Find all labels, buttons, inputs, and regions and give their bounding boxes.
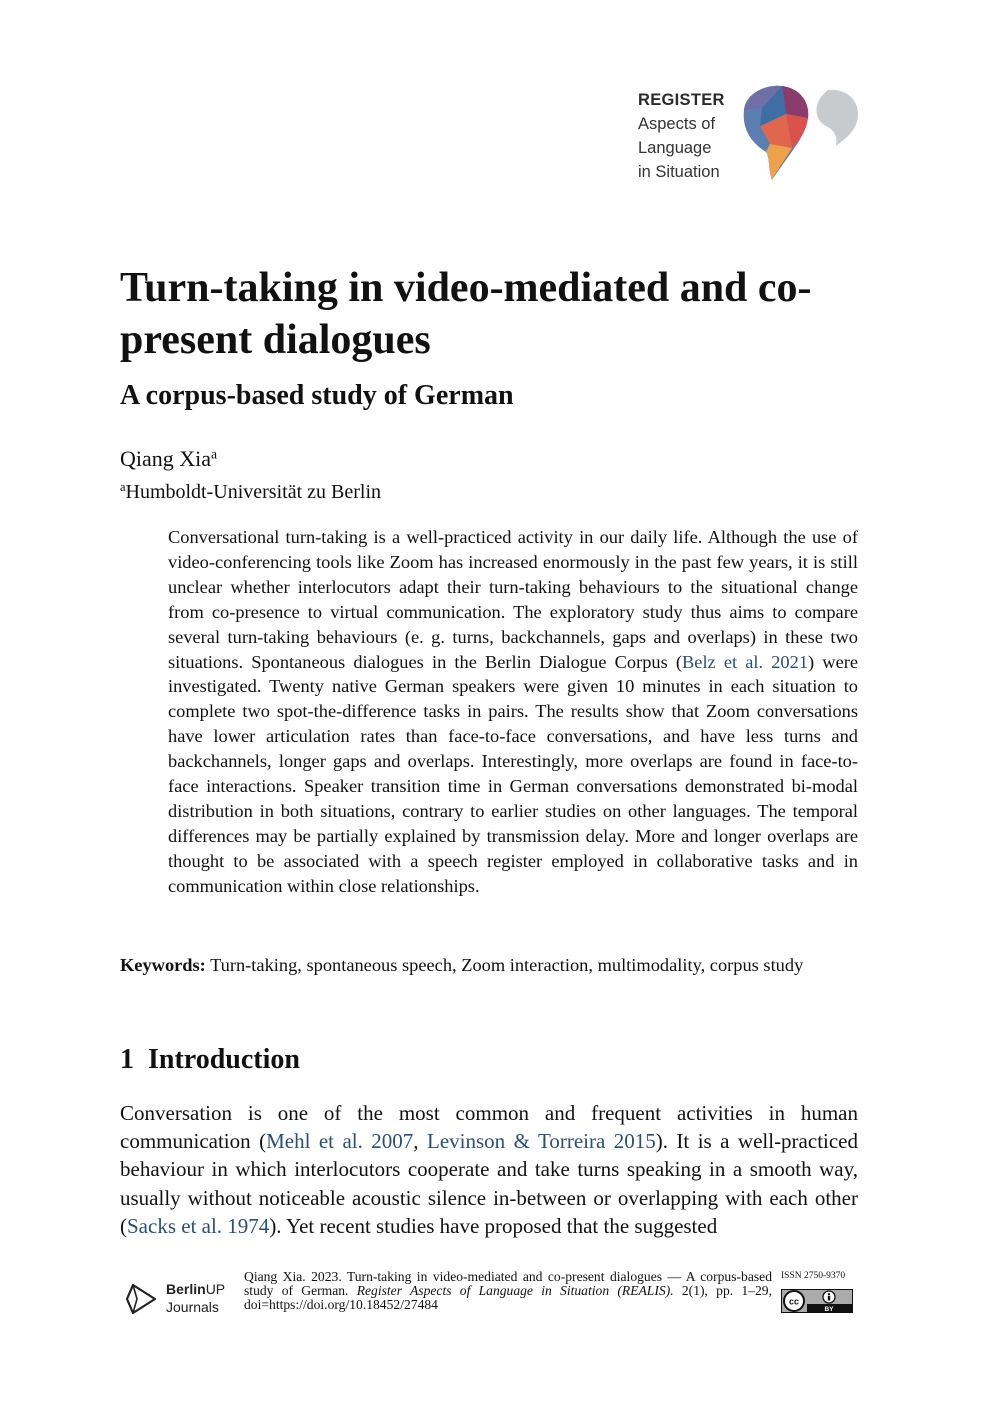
journal-logo-line: in Situation [638,163,720,181]
publisher-play-icon [124,1281,160,1317]
author-name: Qiang Xia [120,446,212,471]
author-affiliation-marker: a [211,446,218,462]
abstract-text: ) were investigated. Twenty native German speakers were given 10 minutes in each situation to complete two spot-the-difference tasks in pairs. The results show that Zoom conversations have lower articulation rates than face-to-face conversations, and have less turns and backchannels, longer gaps and overlaps. Interestingly, more overlaps are found in face-to-face interactions. Speaker transition time in German conversations demonstrated bi-modal distribution in both situations, contrary to earlier studies on other languages. The temporal differences may be partially explained by transmission delay. More and longer overlaps are thought to be associated with a speech register employed in collaborative tasks and in communication within close relationships. [168,651,859,896]
quote-mark-logo-icon [740,84,860,184]
keywords [120,952,858,979]
author [120,444,217,474]
journal-logo-title: REGISTER [638,91,725,109]
affiliation [120,478,381,506]
body-text: Conversation is one of the most common and frequent activities in human communication ( [120,1101,858,1154]
citation-link[interactable]: Mehl et al. 2007 [266,1129,414,1154]
body-text: , [413,1129,427,1154]
journal-logo [638,84,860,184]
section-number: 1 [120,1044,134,1075]
citation-journal: Register Aspects of Language in Situation (REALIS). [356,1282,674,1298]
publisher-name [166,1281,225,1298]
keywords-text: Turn-taking, spontaneous speech, Zoom interaction, multimodality, corpus study [210,955,804,975]
abstract-text: Conversational turn-taking is a well-practiced activity in our daily life. Although the use of video-conferencing tools like Zoom has increased enormously in the past few years, it is still unclear whether interlocutors adapt their turn-taking behaviours to the situational change from co-presence to virtual communication. The exploratory study thus aims to compare several turn-taking behaviours (e. g. turns, backchannels, gaps and overlaps) in these two situations. Spontaneous dialogues in the Berlin Dialogue Corpus ( [168,527,858,672]
publisher-name-rest: UP [205,1281,226,1297]
section-title: Introduction [148,1044,300,1075]
citation-link[interactable]: Belz et al. 2021 [682,651,809,672]
citation-link[interactable]: Levinson & Torreira 2015 [427,1129,656,1154]
section-body [120,1099,858,1240]
license-label: BY [824,1306,834,1313]
journal-logo-line: Aspects of [638,115,716,133]
cc-by-license-icon[interactable] [781,1289,853,1313]
article-title: Turn-taking in video-mediated and co-present dialogues [120,265,812,363]
section-heading [120,1041,300,1079]
citation-link[interactable]: Sacks et al. 1974 [127,1213,270,1238]
keywords-label: Keywords: [120,955,206,975]
body-text: ). Yet recent studies have proposed that the suggested [269,1213,718,1238]
affiliation-marker: a [120,480,126,495]
publisher-name-bold: Berlin [166,1281,206,1297]
footer-citation [244,1270,772,1311]
article-subtitle: A corpus-based study of German [120,380,514,411]
issn: ISSN 2750-9370 [781,1271,846,1281]
citation-text: Qiang Xia. 2023. Turn-taking in video-mediated and co-present dialogues — A corpus-based study of German. [244,1269,772,1298]
citation-text: 2(1), pp. 1–29, doi=https://doi.org/10.18452/27484 [244,1282,772,1312]
publisher-sub: Journals [166,1299,219,1315]
publisher-logo [124,1279,234,1319]
abstract [168,525,858,899]
journal-logo-line: Language [638,139,712,157]
svg-text:cc: cc [788,1296,800,1307]
body-text: ). It is a well-practiced behaviour in which interlocutors cooperate and take turns speaking in a smooth way, usually without noticeable acoustic silence in-between or overlapping with each other ( [120,1129,859,1238]
journal-logo-text [638,88,725,184]
affiliation-name: Humboldt-Universität zu Berlin [125,481,382,503]
